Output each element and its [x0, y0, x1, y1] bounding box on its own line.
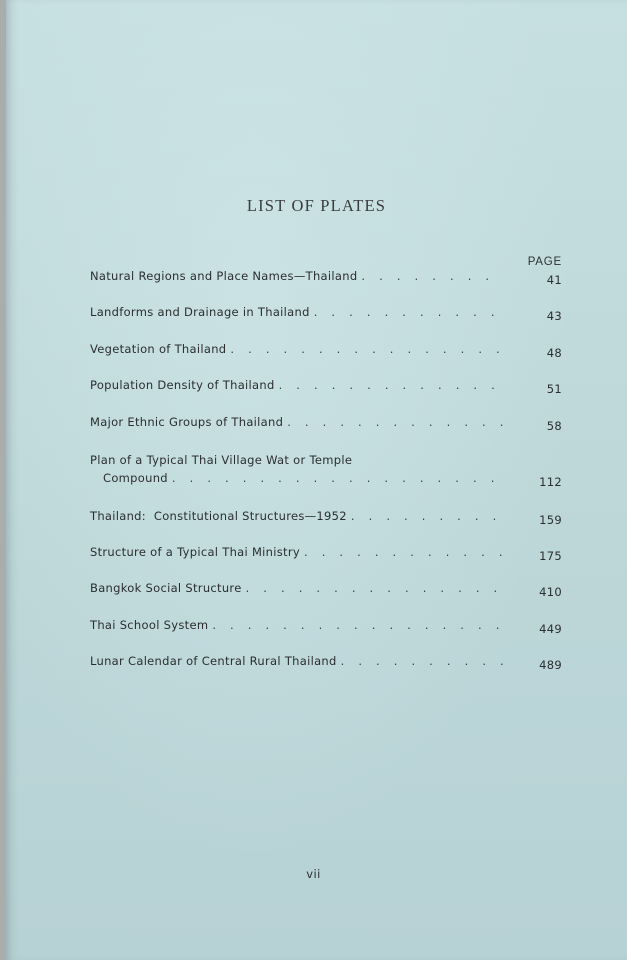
plate-entry	[90, 508, 562, 527]
plate-page-number: 159	[539, 513, 562, 527]
dot-leader	[361, 268, 504, 284]
plate-title: Lunar Calendar of Central Rural Thailand	[90, 654, 337, 668]
plate-page-number: 489	[539, 658, 562, 672]
plate-page-number: 112	[539, 475, 562, 489]
dot-leader	[279, 377, 504, 393]
plate-entry	[90, 653, 562, 672]
plate-title: Structure of a Typical Thai Ministry	[90, 545, 300, 559]
plate-entry	[90, 580, 562, 599]
plate-entry	[90, 617, 562, 636]
plate-page-number: 410	[539, 585, 562, 599]
plate-title: Vegetation of Thailand	[90, 342, 227, 356]
plate-title: Major Ethnic Groups of Thailand	[90, 415, 284, 429]
plate-page-number: 175	[539, 549, 562, 563]
plate-entry	[90, 377, 562, 396]
page-title: LIST OF PLATES	[246, 196, 387, 215]
plate-title: Natural Regions and Place Names—Thailand	[90, 269, 358, 283]
dot-leader	[304, 544, 504, 560]
plate-page-number: 51	[546, 382, 562, 396]
plate-entry	[90, 452, 562, 489]
plate-page-number: 449	[539, 622, 562, 636]
plate-entry	[90, 268, 562, 287]
dot-leader	[351, 508, 504, 524]
dot-leader	[314, 304, 504, 320]
plate-entry	[90, 544, 562, 563]
plate-title: Thailand: Constitutional Structures—1952	[90, 509, 347, 523]
plate-title: Landforms and Drainage in Thailand	[90, 305, 310, 319]
plate-title: Thai School System	[90, 618, 209, 632]
book-page	[6, 0, 627, 960]
plate-page-number: 43	[546, 309, 562, 323]
plate-title-line2: Compound	[103, 471, 168, 485]
plate-title: Bangkok Social Structure	[90, 581, 242, 595]
dot-leader	[212, 617, 504, 633]
dot-leader	[172, 470, 504, 486]
dot-leader	[287, 414, 504, 430]
dot-leader	[230, 341, 504, 357]
page-column-header: PAGE	[527, 256, 562, 268]
plate-title: Population Density of Thailand	[90, 378, 275, 392]
plate-page-number: 58	[546, 419, 562, 433]
plate-page-number: 41	[546, 273, 562, 287]
dot-leader	[246, 580, 504, 596]
plate-title-line1: Plan of a Typical Thai Village Wat or Temple	[90, 453, 353, 467]
plate-entry	[90, 414, 562, 433]
dot-leader	[341, 653, 504, 669]
plate-entry	[90, 341, 562, 360]
page-folio: vii	[306, 867, 321, 881]
plate-entry	[90, 304, 562, 323]
plate-page-number: 48	[546, 346, 562, 360]
